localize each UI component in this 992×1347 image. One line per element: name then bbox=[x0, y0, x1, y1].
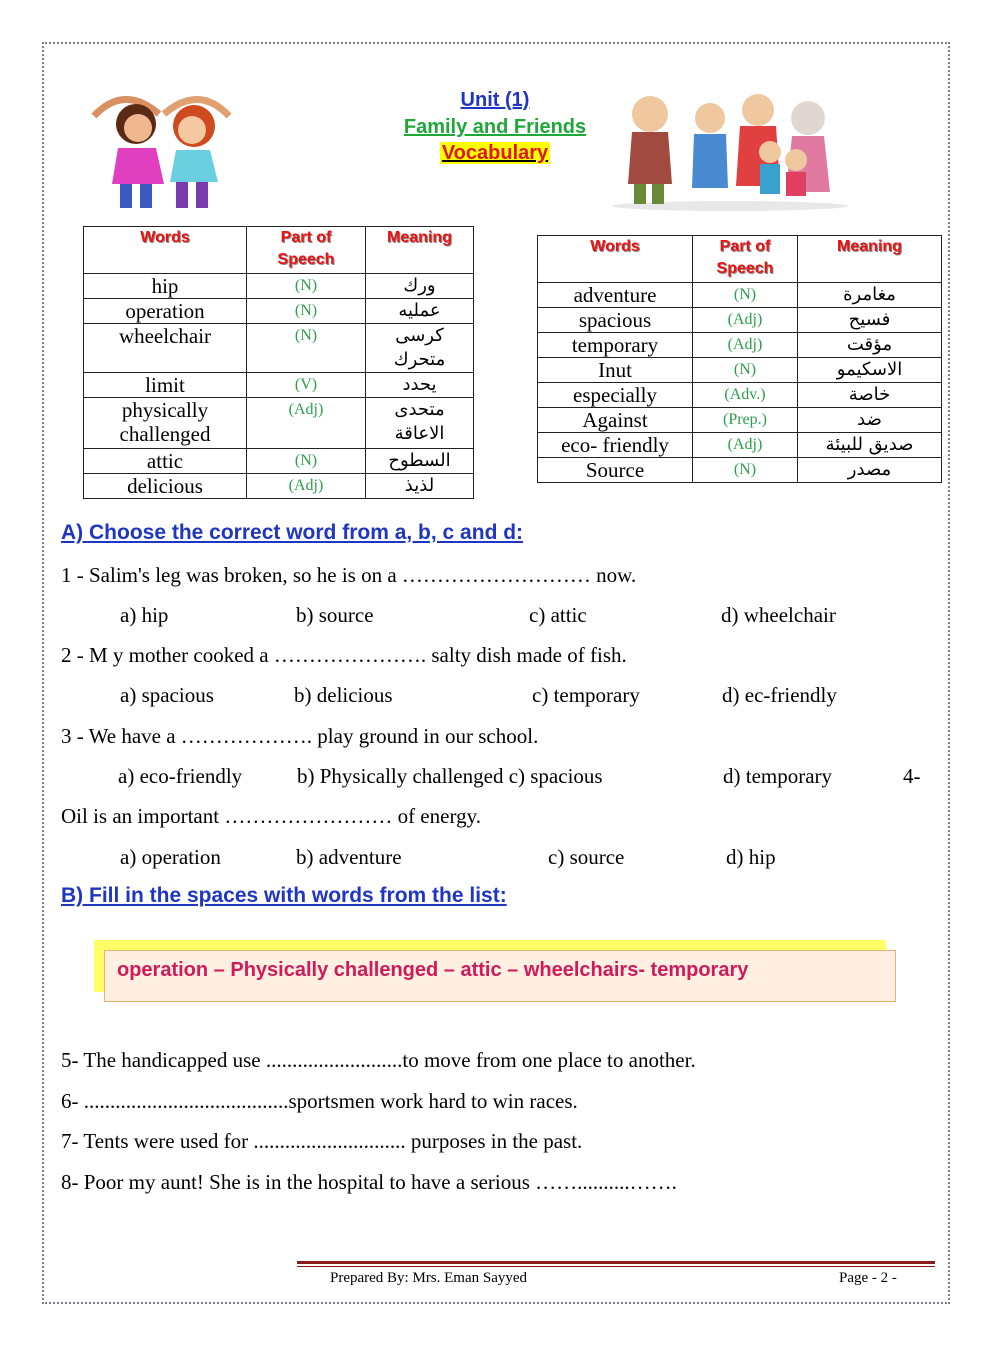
family-clipart bbox=[610, 88, 850, 212]
word: Inut bbox=[538, 358, 693, 383]
footer-rule bbox=[297, 1261, 935, 1264]
vocabulary-heading: Vocabulary bbox=[441, 142, 549, 164]
table-row bbox=[538, 308, 942, 333]
word: operation bbox=[84, 299, 247, 324]
meaning: ضد bbox=[798, 408, 942, 433]
unit-title: Family and Friends bbox=[403, 116, 587, 138]
q1-option-b: b) source bbox=[296, 603, 374, 627]
table-row bbox=[84, 398, 474, 449]
footer-page-number: Page - 2 - bbox=[839, 1270, 897, 1286]
girls-clipart bbox=[64, 86, 264, 210]
part-of-speech: (N) bbox=[247, 274, 366, 299]
q1-option-a: a) hip bbox=[120, 603, 169, 627]
meaning: صديق للبيئة bbox=[798, 433, 942, 458]
part-of-speech: (Prep.) bbox=[693, 408, 798, 433]
part-of-speech: (N) bbox=[693, 358, 798, 383]
question-3: 3 - We have a ………………. play ground in our school. bbox=[61, 724, 539, 748]
part-of-speech: (V) bbox=[247, 373, 366, 398]
header-meaning: Meaning bbox=[798, 236, 942, 283]
part-of-speech: (N) bbox=[693, 283, 798, 308]
header-words: Words bbox=[84, 227, 247, 274]
table-row bbox=[84, 474, 474, 499]
word: limit bbox=[84, 373, 247, 398]
part-of-speech: (Adj) bbox=[693, 308, 798, 333]
table-row bbox=[84, 299, 474, 324]
meaning: مغامرة bbox=[798, 283, 942, 308]
word-list-box: operation – Physically challenged – attic – wheelchairs- temporary bbox=[104, 950, 896, 1002]
word: wheelchair bbox=[84, 324, 247, 373]
header-words: Words bbox=[538, 236, 693, 283]
word: hip bbox=[84, 274, 247, 299]
part-of-speech: (Adv.) bbox=[693, 383, 798, 408]
question-8: 8- Poor my aunt! She is in the hospital to have a serious ……..........……. bbox=[61, 1170, 677, 1194]
table-header-row bbox=[538, 236, 942, 283]
vocab-table-left bbox=[83, 226, 474, 499]
table-row bbox=[538, 458, 942, 483]
section-a-title: A) Choose the correct word from a, b, c and d: bbox=[61, 521, 524, 544]
word: especially bbox=[538, 383, 693, 408]
table-row bbox=[538, 383, 942, 408]
header-meaning: Meaning bbox=[366, 227, 474, 274]
q3-option-b-c: b) Physically challenged c) spacious bbox=[297, 764, 603, 788]
question-4-number: 4- bbox=[903, 764, 921, 788]
q4-option-a: a) operation bbox=[120, 845, 221, 869]
meaning: فسيح bbox=[798, 308, 942, 333]
footer-author: Prepared By: Mrs. Eman Sayyed bbox=[330, 1270, 528, 1286]
table-row bbox=[84, 274, 474, 299]
table-row bbox=[538, 358, 942, 383]
section-b-title: B) Fill in the spaces with words from the list: bbox=[61, 884, 507, 907]
meaning: الاسكيمو bbox=[798, 358, 942, 383]
table-row bbox=[84, 373, 474, 398]
question-1: 1 - Salim's leg was broken, so he is on a ……………………… now. bbox=[61, 563, 637, 587]
table-row bbox=[538, 283, 942, 308]
table-row bbox=[84, 449, 474, 474]
q4-option-c: c) source bbox=[548, 845, 625, 869]
meaning: يحدد bbox=[366, 373, 474, 398]
q1-option-c: c) attic bbox=[529, 603, 587, 627]
meaning: لذيذ bbox=[366, 474, 474, 499]
word: physically challenged bbox=[84, 398, 247, 449]
q2-option-a: a) spacious bbox=[120, 683, 214, 707]
footer-rule-thin bbox=[297, 1266, 935, 1267]
q2-option-c: c) temporary bbox=[532, 683, 640, 707]
meaning: ورك bbox=[366, 274, 474, 299]
word: Source bbox=[538, 458, 693, 483]
word: eco- friendly bbox=[538, 433, 693, 458]
q4-option-d: d) hip bbox=[726, 845, 776, 869]
q2-option-b: b) delicious bbox=[294, 683, 393, 707]
part-of-speech: (N) bbox=[247, 324, 366, 373]
word: temporary bbox=[538, 333, 693, 358]
vocab-table-right bbox=[537, 235, 942, 483]
meaning: مؤقت bbox=[798, 333, 942, 358]
word: Against bbox=[538, 408, 693, 433]
meaning: عمليه bbox=[366, 299, 474, 324]
table-row bbox=[538, 433, 942, 458]
part-of-speech: (Adj) bbox=[693, 333, 798, 358]
meaning: خاصة bbox=[798, 383, 942, 408]
part-of-speech: (Adj) bbox=[247, 474, 366, 499]
question-4: Oil is an important …………………… of energy. bbox=[61, 804, 481, 828]
table-row bbox=[538, 333, 942, 358]
q2-option-d: d) ec-friendly bbox=[722, 683, 837, 707]
word: attic bbox=[84, 449, 247, 474]
q4-option-b: b) adventure bbox=[296, 845, 402, 869]
part-of-speech: (Adj) bbox=[247, 398, 366, 449]
part-of-speech: (Adj) bbox=[693, 433, 798, 458]
table-row bbox=[84, 324, 474, 373]
q3-option-d: d) temporary bbox=[723, 764, 833, 788]
header-part-of-speech: Part of Speech bbox=[693, 236, 798, 283]
word: delicious bbox=[84, 474, 247, 499]
meaning: كرسى متحرك bbox=[366, 324, 474, 373]
header-part-of-speech: Part of Speech bbox=[247, 227, 366, 274]
q3-option-a: a) eco-friendly bbox=[118, 764, 243, 788]
part-of-speech: (N) bbox=[693, 458, 798, 483]
part-of-speech: (N) bbox=[247, 299, 366, 324]
unit-heading: Unit (1) bbox=[460, 89, 530, 111]
word: spacious bbox=[538, 308, 693, 333]
question-7: 7- Tents were used for ............................. purposes in the past. bbox=[61, 1129, 583, 1153]
table-header-row bbox=[84, 227, 474, 274]
meaning: متحدى الاعاقة bbox=[366, 398, 474, 449]
q1-option-d: d) wheelchair bbox=[721, 603, 836, 627]
question-2: 2 - M y mother cooked a …………………. salty dish made of fish. bbox=[61, 643, 627, 667]
meaning: السطوح bbox=[366, 449, 474, 474]
table-row bbox=[538, 408, 942, 433]
word: adventure bbox=[538, 283, 693, 308]
question-6: 6- .......................................sportsmen work hard to win races. bbox=[61, 1089, 578, 1113]
meaning: مصدر bbox=[798, 458, 942, 483]
part-of-speech: (N) bbox=[247, 449, 366, 474]
question-5: 5- The handicapped use ..........................to move from one place to another. bbox=[61, 1048, 696, 1072]
